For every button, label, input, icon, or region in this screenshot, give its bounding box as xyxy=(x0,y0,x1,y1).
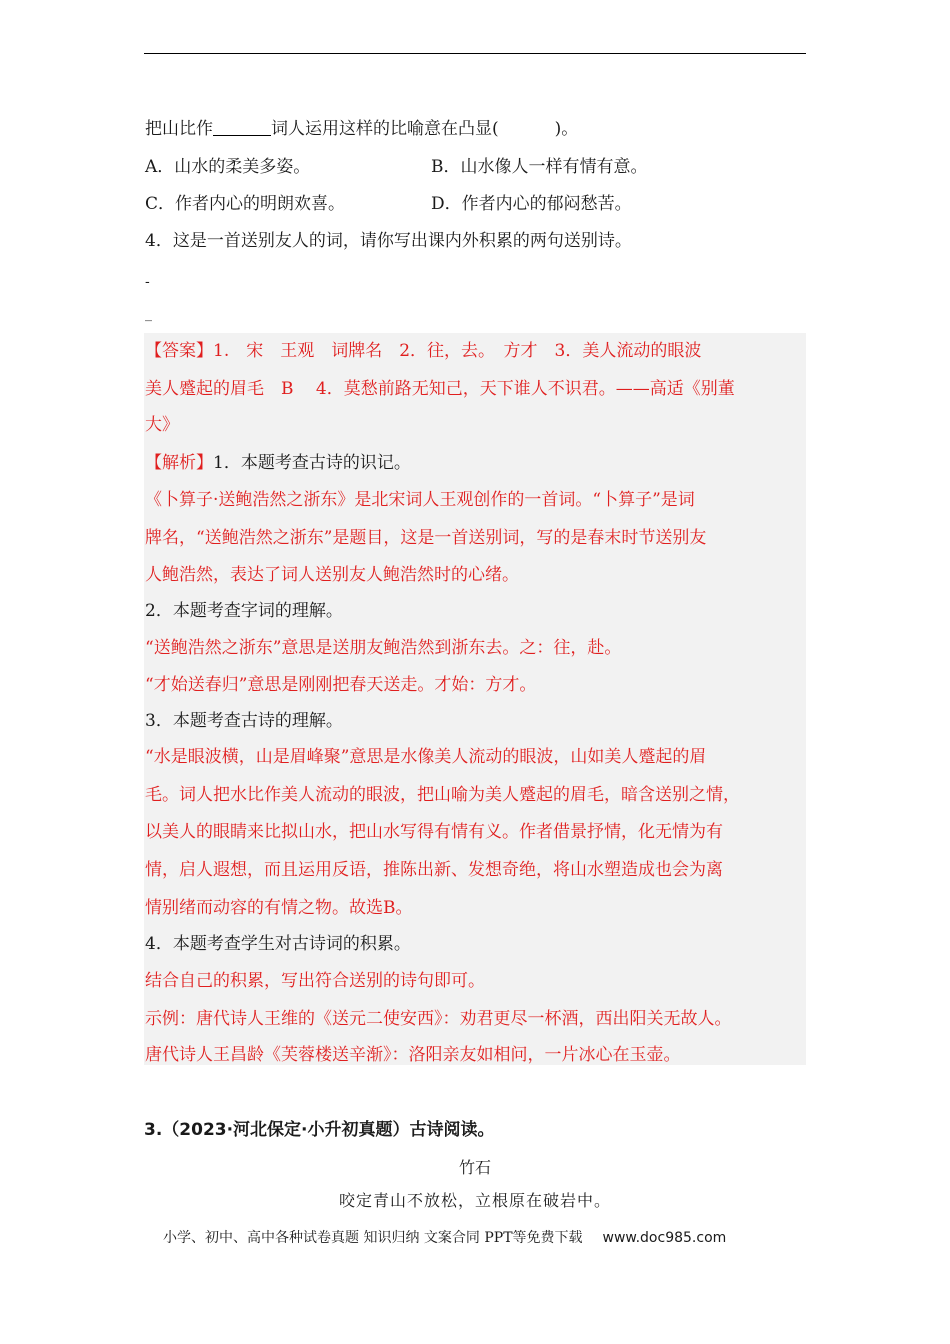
analysis-line: 4．本题考查学生对古诗词的积累。 xyxy=(145,934,411,954)
analysis-line: “才始送春归”意思是刚刚把春天送走。才始：方才。 xyxy=(145,675,537,695)
answer-mark-2: _ xyxy=(145,306,152,322)
question-tail-part2: 词人运用这样的比喻意在凸显( xyxy=(271,119,499,139)
footer-text: 小学、初中、高中各种试卷真题 知识归纳 文案合同 PPT等免费下载 xyxy=(163,1230,583,1246)
option-d: D．作者内心的郁闷愁苦。 xyxy=(431,194,632,214)
analysis-line: 以美人的眼睛来比拟山水，把山水写得有情有义。作者借景抒情，化无情为有 xyxy=(145,822,723,842)
analysis-line: 唐代诗人王昌龄《芙蓉楼送辛渐》：洛阳亲友如相问，一片冰心在玉壶。 xyxy=(145,1045,681,1065)
option-a: A．山水的柔美多姿。 xyxy=(145,157,311,177)
header-rule xyxy=(144,53,806,54)
analysis-label: 【解析】 xyxy=(145,453,213,473)
answer-line-2: 美人蹙起的眉毛 B 4．莫愁前路无知己，天下谁人不识君。——高适《别董 xyxy=(145,379,735,399)
question-tail xyxy=(145,118,578,140)
footer-site: www.doc985.com xyxy=(602,1230,727,1246)
answer-mark-1: - xyxy=(145,274,150,290)
analysis-line: 3．本题考查古诗的理解。 xyxy=(145,711,343,731)
question-4: 4．这是一首送别友人的词，请你写出课内外积累的两句送别诗。 xyxy=(145,231,632,251)
analysis-line: 情别绪而动容的有情之物。故选B。 xyxy=(145,898,413,918)
analysis-line: 毛。词人把水比作美人流动的眼波，把山喻为美人蹙起的眉毛，暗含送别之情， xyxy=(145,785,740,805)
analysis-line xyxy=(145,452,411,474)
answer-panel xyxy=(144,333,806,1065)
analysis-line: 结合自己的积累，写出符合送别的诗句即可。 xyxy=(145,971,485,991)
fill-blank xyxy=(213,119,271,136)
analysis-line: 2．本题考查字词的理解。 xyxy=(145,601,343,621)
analysis-line: 人鲍浩然，表达了词人送别友人鲍浩然时的心绪。 xyxy=(145,565,519,585)
question-tail-part1: 把山比作 xyxy=(145,119,213,139)
option-c: C．作者内心的明朗欢喜。 xyxy=(145,194,346,214)
answer-line-1: 【答案】1. 宋 王观 词牌名 2．往，去。 方才 3．美人流动的眼波 xyxy=(145,341,702,361)
answer-line-3: 大》 xyxy=(145,415,179,435)
poem-title: 竹石 xyxy=(458,1158,491,1177)
page-footer xyxy=(163,1227,726,1247)
analysis-line: 牌名，“送鲍浩然之浙东”是题目，这是一首送别词，写的是春末时节送别友 xyxy=(145,528,707,548)
analysis-line: “送鲍浩然之浙东”意思是送朋友鲍浩然到浙东去。之：往，赴。 xyxy=(145,638,622,658)
poem-line-1: 咬定青山不放松，立根原在破岩中。 xyxy=(338,1191,611,1210)
analysis-line: 示例：唐代诗人王维的《送元二使安西》：劝君更尽一杯酒，西出阳关无故人。 xyxy=(145,1009,732,1029)
analysis-line: 情，启人遐想，而且运用反语，推陈出新、发想奇绝，将山水塑造成也会为离 xyxy=(145,860,723,880)
option-b: B．山水像人一样有情有意。 xyxy=(431,157,648,177)
analysis-line: 《卜算子·送鲍浩然之浙东》是北宋词人王观创作的一首词。“卜算子”是词 xyxy=(145,490,695,510)
analysis-heading: 1．本题考查古诗的识记。 xyxy=(213,453,411,473)
analysis-line: “水是眼波横，山是眉峰聚”意思是水像美人流动的眼波，山如美人蹙起的眉 xyxy=(145,747,707,767)
question-tail-part3: )。 xyxy=(554,119,579,139)
question-3-heading: 3.（2023·河北保定·小升初真题）古诗阅读。 xyxy=(144,1120,495,1140)
